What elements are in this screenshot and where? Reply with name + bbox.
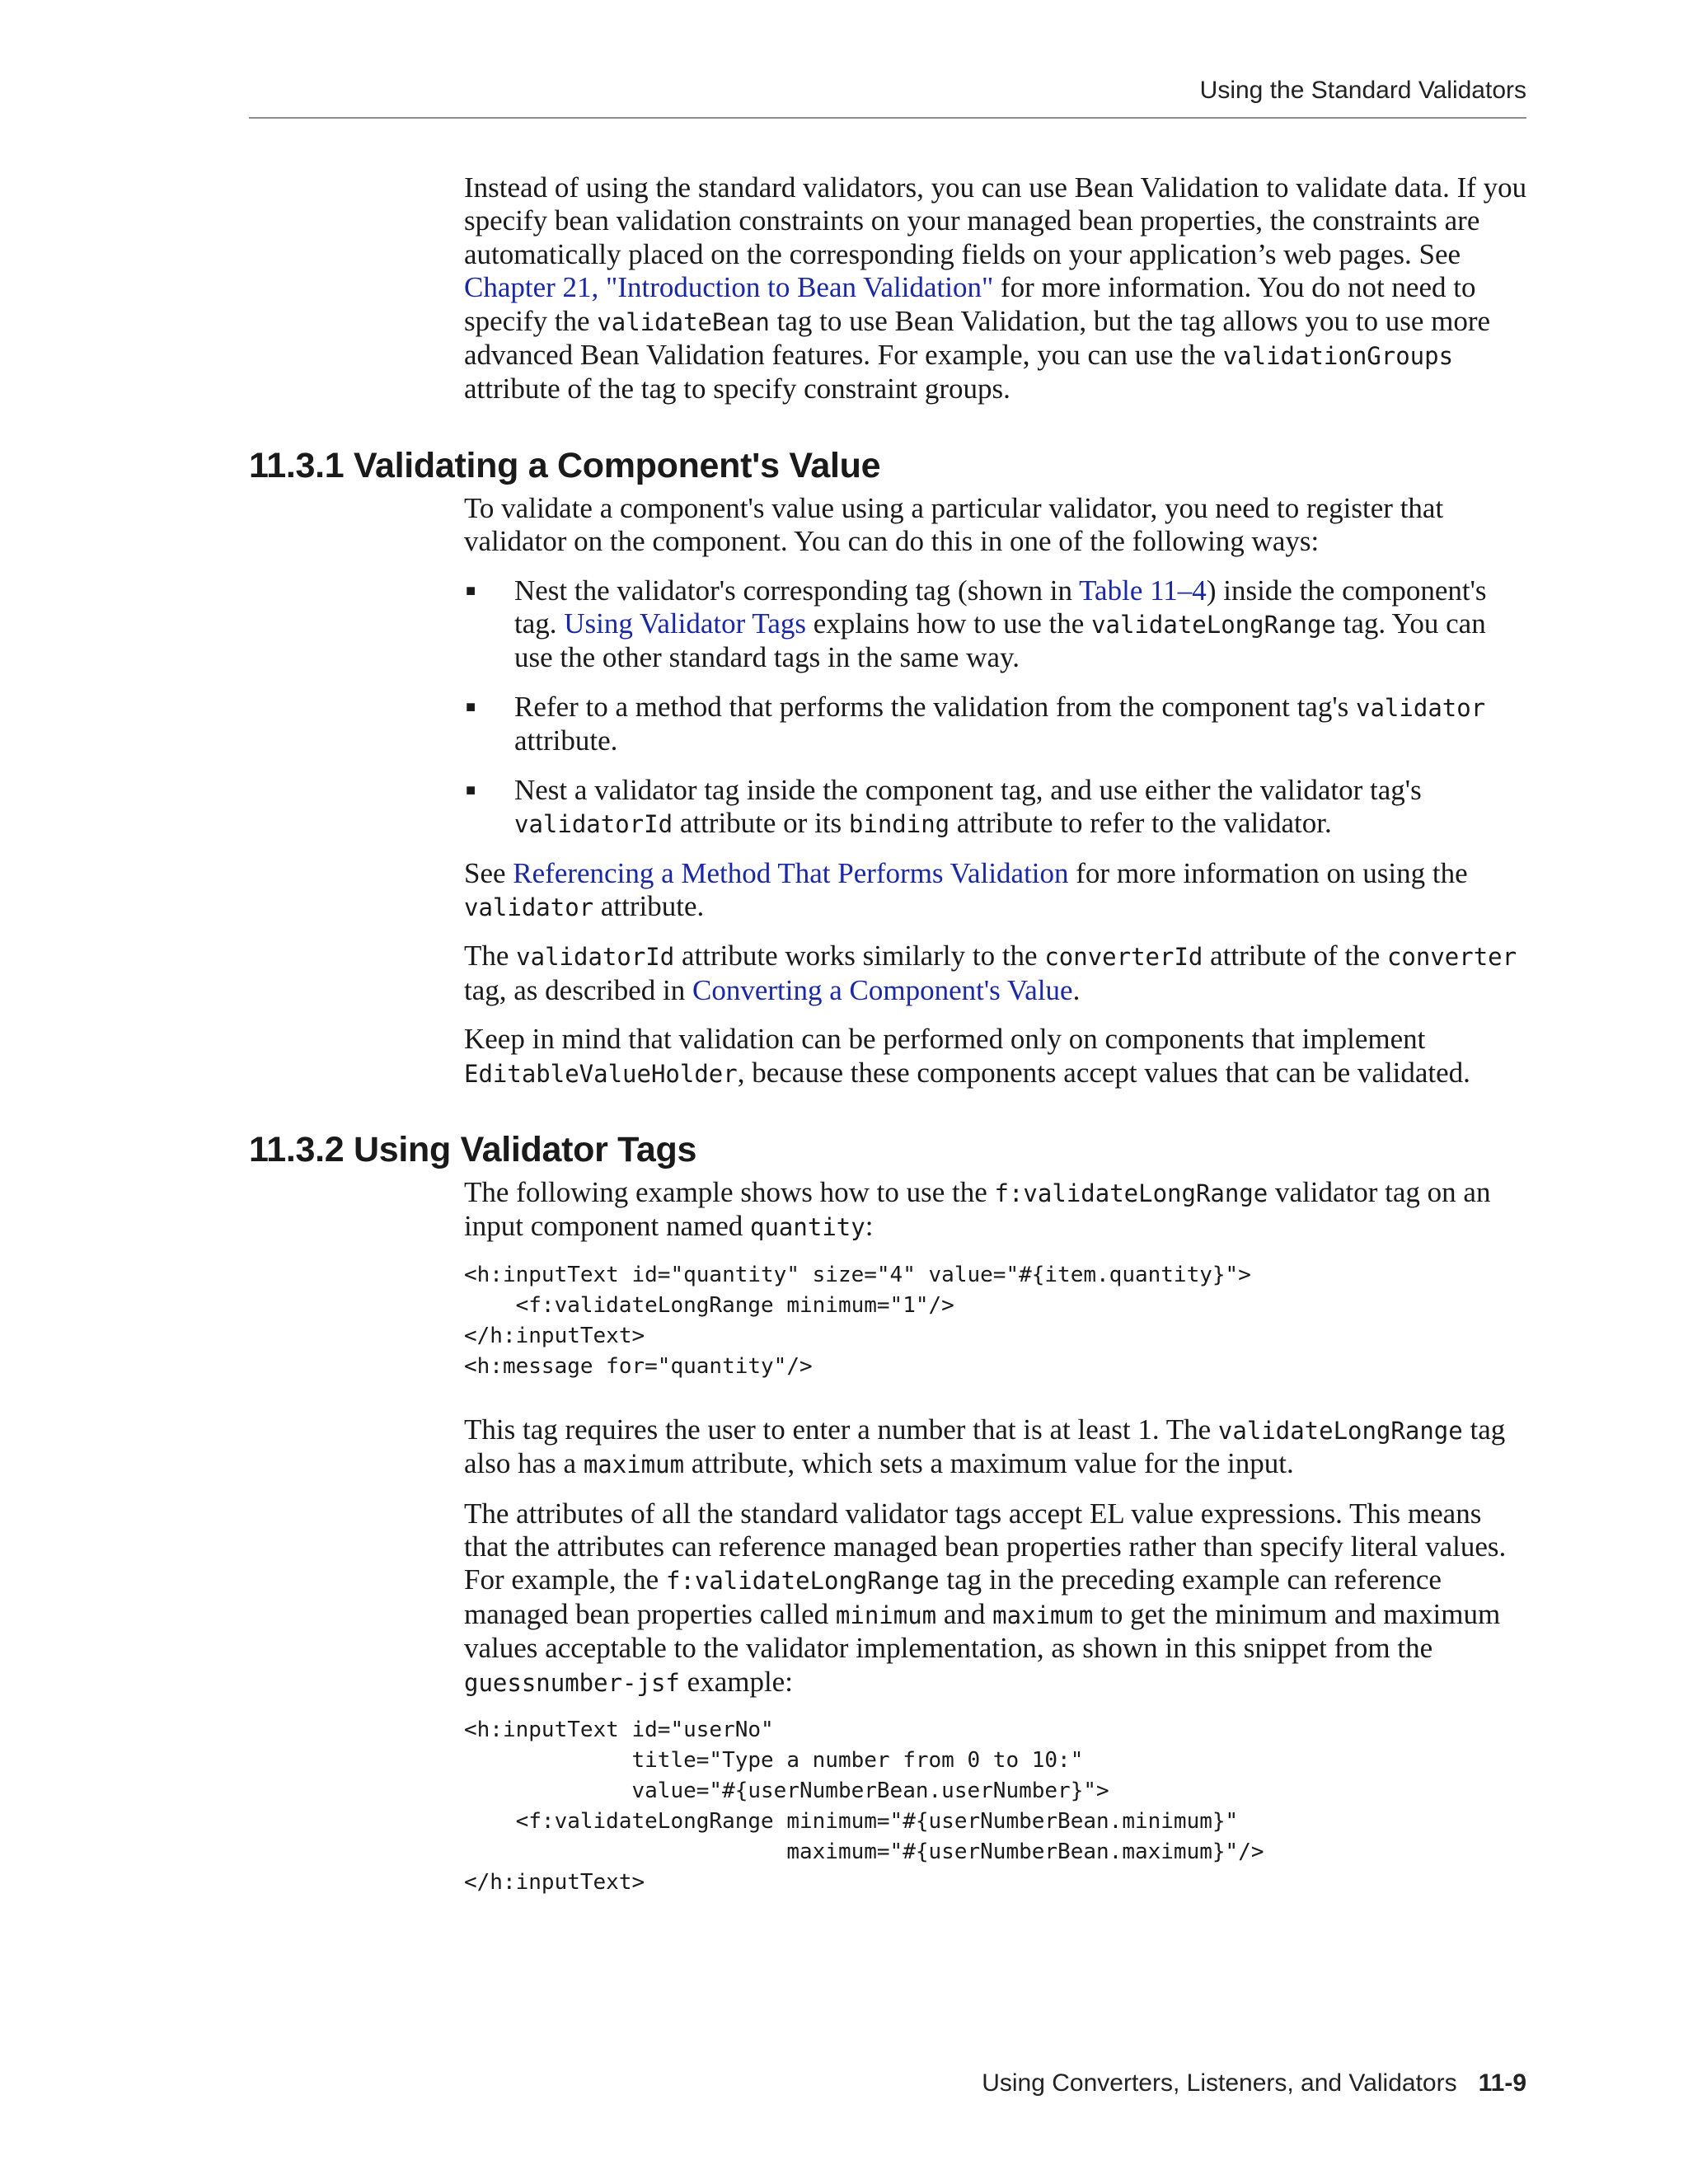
link-using-validator-tags[interactable]: Using Validator Tags bbox=[564, 607, 807, 640]
square-bullet-icon: ■ bbox=[466, 697, 476, 716]
section-title: Validating a Component's Value bbox=[354, 445, 881, 485]
code-validatorId: validatorId bbox=[514, 810, 673, 839]
code-validateLongRange: validateLongRange bbox=[1091, 611, 1336, 640]
square-bullet-icon: ■ bbox=[466, 581, 476, 600]
page-number: 11-9 bbox=[1478, 2069, 1526, 2097]
link-converting-component-value[interactable]: Converting a Component's Value bbox=[692, 973, 1073, 1006]
code-guessnumber-jsf: guessnumber-jsf bbox=[464, 1668, 680, 1697]
s2-paragraph-1: The following example shows how to use the f:validateLongRange validator tag on an input component named quantity: bbox=[464, 1175, 1491, 1243]
link-bean-validation-chapter[interactable]: Chapter 21, "Introduction to Bean Validation" bbox=[464, 271, 994, 304]
running-footer bbox=[982, 2069, 1526, 2098]
code-EditableValueHolder: EditableValueHolder bbox=[464, 1059, 738, 1088]
s1-paragraph-3: The validatorId attribute works similarly to the converterId attribute of the converter tag, as described in Converting a Component's Value. bbox=[464, 940, 1517, 1006]
section-title: Using Validator Tags bbox=[354, 1129, 697, 1169]
intro-paragraph: Instead of using the standard validators, you can use Bean Validation to validate data. If you specify bean validation constraints on your managed bean properties, the constraints are automatically placed on the corresponding fields on your application’s web pages. See Chapter 21, "Introduction to Bean Validation" for more information. You do not need to specify the validateBean tag to use Bean Validation, but the tag allows you to use more advanced Bean Validation features. For example, you can use the validationGroups attribute of the tag to specify constraint groups. bbox=[464, 171, 1527, 405]
code-converterId: converterId bbox=[1044, 943, 1203, 972]
s1-paragraph-4: Keep in mind that validation can be performed only on components that implement EditableValueHolder, because these components accept values that can be validated. bbox=[464, 1023, 1470, 1089]
code-validator: validator bbox=[1356, 693, 1486, 722]
s1-paragraph-1: To validate a component's value using a particular validator, you need to register that validator on the component. You can do this in one of the following ways: bbox=[464, 491, 1444, 558]
code-maximum: maximum bbox=[992, 1601, 1094, 1629]
code-quantity: quantity bbox=[750, 1213, 865, 1242]
list-item: ■ Nest a validator tag inside the component tag, and use either the validator tag's validatorId attribute or its binding attribute to refer to the validator. bbox=[466, 773, 1422, 840]
s2-paragraph-2: This tag requires the user to enter a number that is at least 1. The validateLongRange tag also has a maximum attribute, which sets a maximum value for the input. bbox=[464, 1413, 1506, 1480]
code-validator: validator bbox=[464, 893, 594, 921]
section-heading-11-3-1 bbox=[249, 443, 1526, 489]
footer-title: Using Converters, Listeners, and Validators bbox=[982, 2069, 1457, 2097]
code-f-validateLongRange: f:validateLongRange bbox=[994, 1179, 1268, 1207]
code-validatorId: validatorId bbox=[516, 943, 675, 972]
link-referencing-method[interactable]: Referencing a Method That Performs Validation bbox=[513, 856, 1069, 889]
link-table-11-4[interactable]: Table 11–4 bbox=[1079, 574, 1207, 607]
code-example-quantity: <h:inputText id="quantity" size="4" value="#{item.quantity}"> <f:validateLongRange minimum="1"/> </h:inputText> <h:message for="quantity"/> bbox=[464, 1262, 1251, 1379]
code-validationGroups: validationGroups bbox=[1222, 342, 1454, 371]
code-maximum: maximum bbox=[583, 1451, 685, 1479]
running-header-title: Using the Standard Validators bbox=[1199, 77, 1526, 104]
registration-ways-list bbox=[464, 574, 1527, 841]
code-f-validateLongRange: f:validateLongRange bbox=[665, 1567, 940, 1596]
code-validateLongRange: validateLongRange bbox=[1217, 1416, 1463, 1445]
s2-paragraph-3: The attributes of all the standard validator tags accept EL value expressions. This means that the attributes can reference managed bean properties rather than specify literal values. For example, the f:validateLongRange tag in the preceding example can reference managed bean properties called minimum and maximum to get the minimum and maximum values acceptable to the validator implementation, as shown in this snippet from the guessnumber-jsf example: bbox=[464, 1497, 1507, 1698]
list-item: ■ Nest the validator's corresponding tag (shown in Table 11–4) inside the component's tag. Using Validator Tags explains how to use the validateLongRange tag. You can use the other standard tags in the same way. bbox=[466, 574, 1487, 674]
page-content bbox=[249, 171, 1527, 1898]
section-heading-11-3-2 bbox=[249, 1127, 1526, 1173]
section-number: 11.3.1 bbox=[249, 445, 345, 485]
code-binding: binding bbox=[848, 810, 950, 839]
code-minimum: minimum bbox=[835, 1601, 937, 1629]
code-validateBean: validateBean bbox=[597, 307, 770, 336]
running-header bbox=[249, 76, 1526, 119]
code-example-userNo: <h:inputText id="userNo" title="Type a number from 0 to 10:" value="#{userNumberBean.userNumber}"> <f:validateLongRange minimum="#{userNumberBean.minimum}" maximum="#{userNumberBean.maximum}"/> </h:inputText> bbox=[464, 1718, 1264, 1895]
s1-paragraph-2: See Referencing a Method That Performs Validation for more information on using the validator attribute. bbox=[464, 856, 1468, 922]
code-converter: converter bbox=[1386, 943, 1517, 972]
list-item: ■ Refer to a method that performs the validation from the component tag's validator attribute. bbox=[466, 690, 1486, 757]
section-number: 11.3.2 bbox=[249, 1129, 345, 1169]
square-bullet-icon: ■ bbox=[466, 780, 476, 799]
